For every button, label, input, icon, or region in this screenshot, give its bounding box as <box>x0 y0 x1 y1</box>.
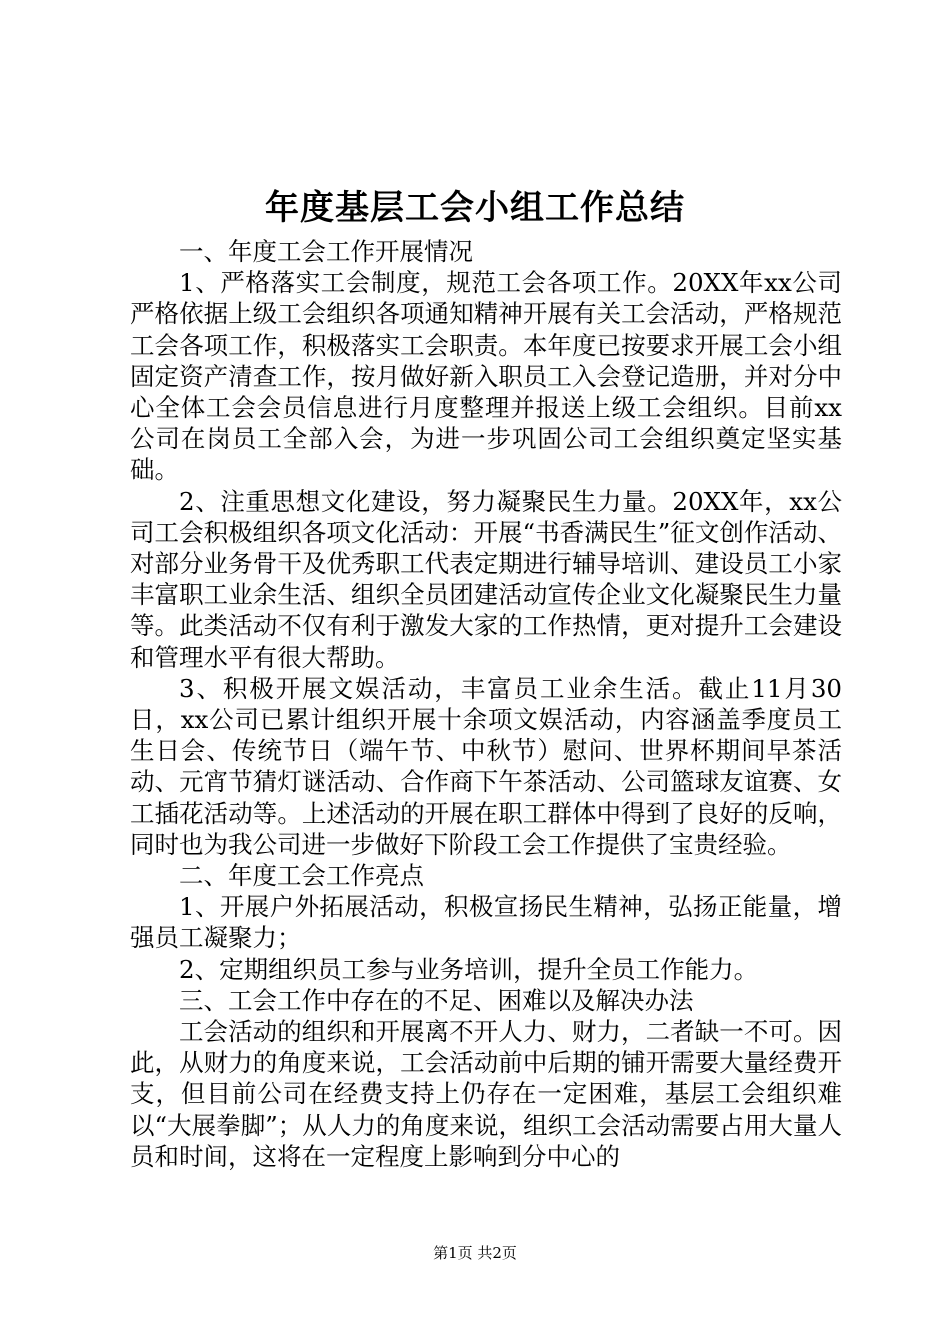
paragraph-3: 3、积极开展文娱活动，丰富员工业余生活。截止11月30日，xx公司已累计组织开展十余项文娱活动，内容涵盖季度员工生日会、传统节日（端午节、中秋节）慰问、世界杯期间早茶活动、元宵节猜灯谜活动、合作商下午茶活动、公司篮球友谊赛、女工插花活动等。上述活动的开展在职工群体中得到了良好的反响，同时也为我公司进一步做好下阶段工会工作提供了宝贵经验。 <box>130 673 842 859</box>
paragraph-4: 1、开展户外拓展活动，积极宣扬民生精神，弘扬正能量，增强员工凝聚力； <box>130 892 842 953</box>
paragraph-6: 工会活动的组织和开展离不开人力、财力，二者缺一不可。因此，从财力的角度来说，工会活动前中后期的铺开需要大量经费开支，但目前公司在经费支持上仍存在一定困难，基层工会组织难以“大展拳脚”；从人力的角度来说，组织工会活动需要占用大量人员和时间，这将在一定程度上影响到分中心的 <box>130 1017 842 1171</box>
document-title: 年度基层工会小组工作总结 <box>265 188 685 228</box>
document-body <box>130 236 842 1172</box>
section-heading-2: 二、年度工会工作亮点 <box>179 861 424 891</box>
section-heading-1: 一、年度工会工作开展情况 <box>179 237 473 266</box>
paragraph-2: 2、注重思想文化建设，努力凝聚民生力量。20XX年，xx公司工会积极组织各项文化活动：开展“书香满民生”征文创作活动、对部分业务骨干及优秀职工代表定期进行辅导培训、建设员工小家丰富职工业余生活、组织全员团建活动宣传企业文化凝聚民生力量等。此类活动不仅有利于激发大家的工作热情，更对提升工会建设和管理水平有很大帮助。 <box>130 486 842 672</box>
section-heading-3: 三、工会工作中存在的不足、困难以及解决办法 <box>179 985 694 1015</box>
paragraph-5: 2、定期组织员工参与业务培训，提升全员工作能力。 <box>179 954 759 984</box>
paragraph-1: 1、严格落实工会制度，规范工会各项工作。20XX年xx公司严格依据上级工会组织各项通知精神开展有关工会活动，严格规范工会各项工作，积极落实工会职责。本年度已按要求开展工会小组固定资产清查工作，按月做好新入职员工入会登记造册，并对分中心全体工会会员信息进行月度整理并报送上级工会组织。目前xx公司在岗员工全部入会，为进一步巩固公司工会组织奠定坚实基础。 <box>130 268 842 485</box>
page-footer: 第1页 共2页 <box>433 1244 517 1262</box>
